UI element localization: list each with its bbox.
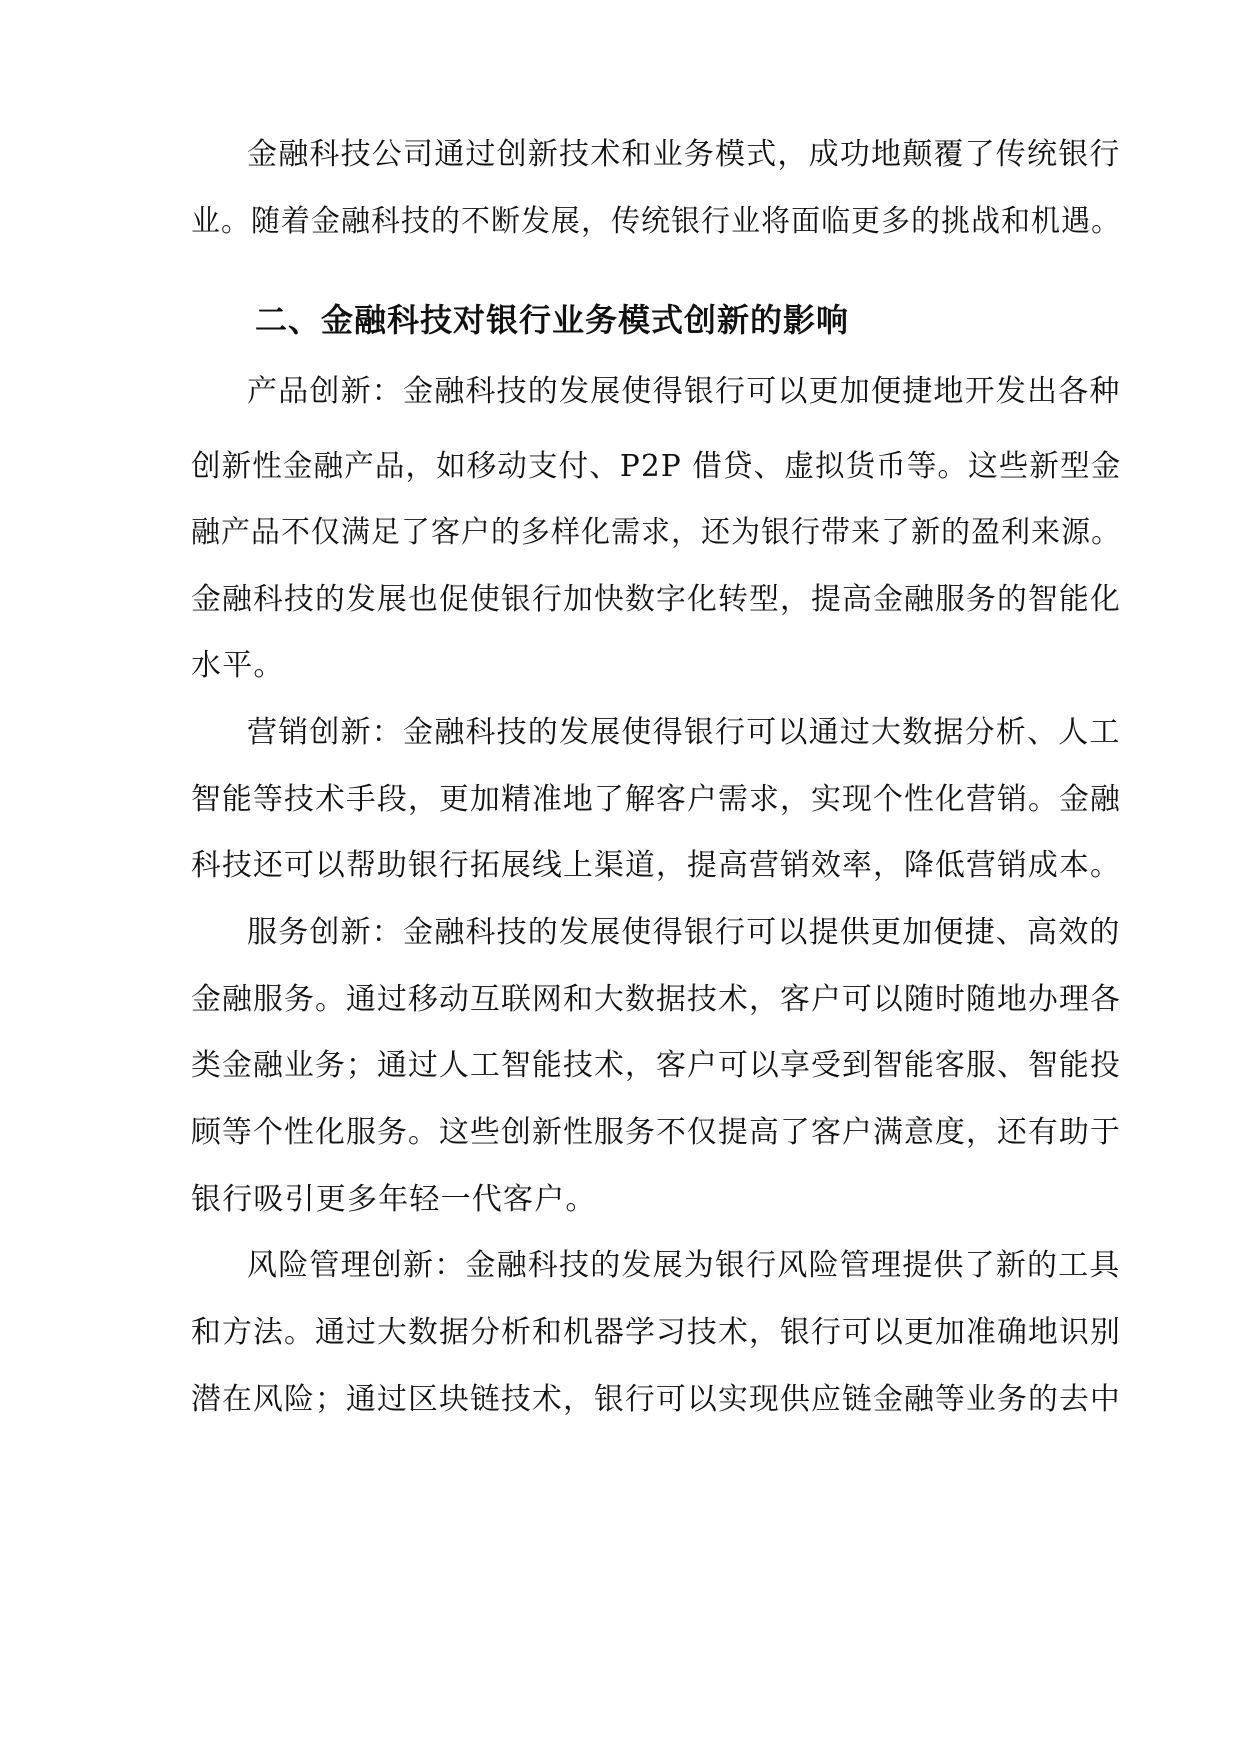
service-paragraph-line: 银行吸引更多年轻一代客户。 <box>191 1182 597 1217</box>
risk-paragraph-line: 潜在风险；通过区块链技术，银行可以实现供应链金融等业务的去中 <box>191 1382 1122 1417</box>
product-paragraph-line: 融产品不仅满足了客户的多样化需求，还为银行带来了新的盈利来源。 <box>191 515 1122 550</box>
product-paragraph-line: 金融科技的发展也促使银行加快数字化转型，提高金融服务的智能化 <box>191 582 1122 617</box>
risk-paragraph-line: 和方法。通过大数据分析和机器学习技术，银行可以更加准确地识别 <box>191 1315 1122 1350</box>
product-paragraph-line: 创新性金融产品，如移动支付、P2P 借贷、虚拟货币等。这些新型金 <box>191 449 1122 484</box>
intro-paragraph-line: 业。随着金融科技的不断发展，传统银行业将面临更多的挑战和机遇。 <box>191 204 1122 239</box>
service-paragraph-line: 金融服务。通过移动互联网和大数据技术，客户可以随时随地办理各 <box>191 982 1122 1017</box>
service-paragraph-line: 类金融业务；通过人工智能技术，客户可以享受到智能客服、智能投 <box>191 1048 1122 1083</box>
product-paragraph-line: 水平。 <box>191 648 285 683</box>
section-heading: 二、金融科技对银行业务模式创新的影响 <box>255 301 850 339</box>
marketing-paragraph-line: 科技还可以帮助银行拓展线上渠道，提高营销效率，降低营销成本。 <box>191 848 1122 883</box>
intro-paragraph-line: 金融科技公司通过创新技术和业务模式，成功地颠覆了传统银行 <box>247 137 1121 172</box>
service-paragraph-line: 顾等个性化服务。这些创新性服务不仅提高了客户满意度，还有助于 <box>191 1115 1122 1150</box>
product-paragraph-line: 产品创新：金融科技的发展使得银行可以更加便捷地开发出各种 <box>247 374 1121 409</box>
marketing-paragraph-line: 营销创新：金融科技的发展使得银行可以通过大数据分析、人工 <box>247 715 1121 750</box>
risk-paragraph-line: 风险管理创新：金融科技的发展为银行风险管理提供了新的工具 <box>247 1248 1121 1283</box>
service-paragraph-line: 服务创新：金融科技的发展使得银行可以提供更加便捷、高效的 <box>247 915 1121 950</box>
marketing-paragraph-line: 智能等技术手段，更加精准地了解客户需求，实现个性化营销。金融 <box>191 782 1122 817</box>
